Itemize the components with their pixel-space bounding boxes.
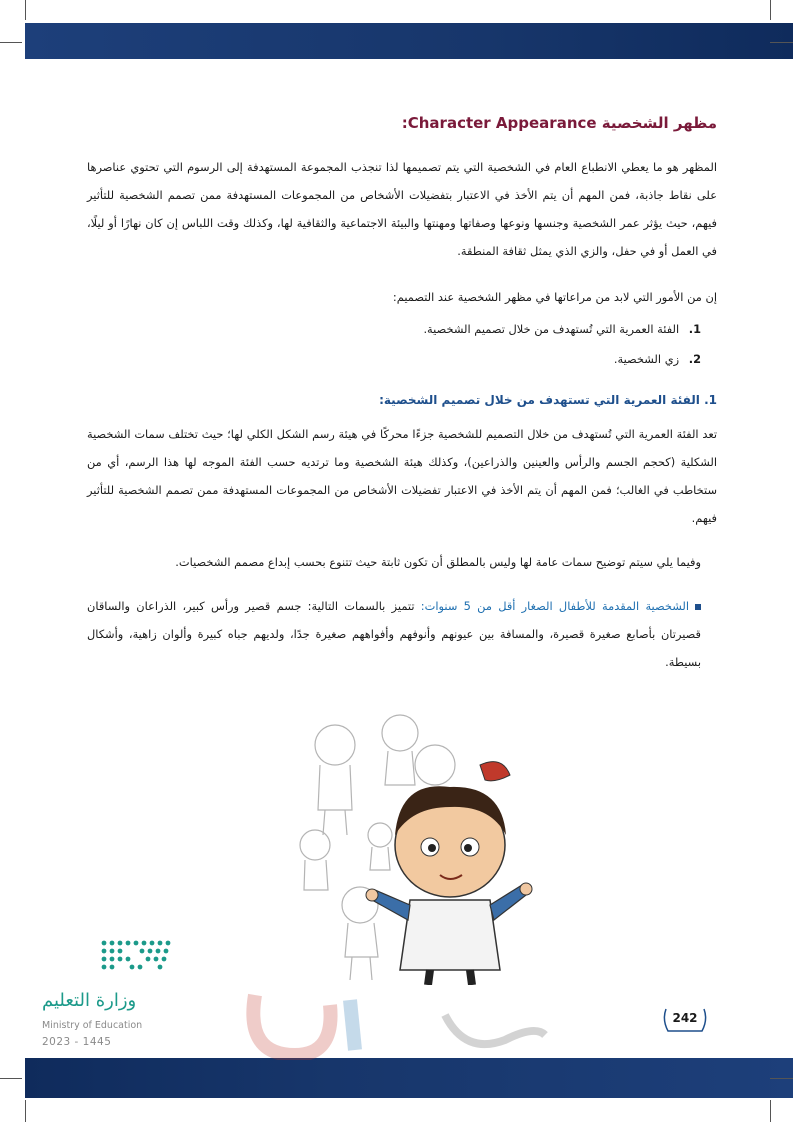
- ministry-name-english: Ministry of Education: [42, 1020, 143, 1031]
- subheading-number: 1.: [704, 393, 717, 407]
- considerations-intro: إن من الأمور التي لابد من مراعاتها في مظهر الشخصية عند التصميم:: [392, 290, 717, 304]
- crop-mark: [0, 1078, 22, 1079]
- footer-band: [25, 1058, 793, 1098]
- consideration-item: [614, 352, 701, 366]
- bullet-text: تتميز بالسمات التالية: جسم قصير ورأس كبير، الذراعان والساقان قصيرتان بأصابع صغيرة قصيرة، والمسافة بين عيونهم وأنوفهم وأفواههم صغيرة جدًا، ولديهم جباه كبيرة وألوان زاهية، وأشكال بسيطة.: [87, 599, 701, 669]
- header-band: [25, 23, 793, 59]
- age-group-subheading: [379, 393, 717, 407]
- ministry-name-arabic: وزارة التعليم: [42, 990, 137, 1011]
- intro-paragraph: المظهر هو ما يعطي الانطباع العام في الشخصية التي يتم تصميمها لذا تنجذب المجموعة المستهدفة إلى الرسوم التي تحتوي عناصرها على نقاط جاذبة، فمن المهم أن يتم الأخذ في الاعتبار بتفضيلات الأشخاص من المجموعات المستهدفة ممن تصمم الشخصية للتأثير فيهم، حيث يؤثر عمر الشخصية وجنسها ونوعها وصفاتها ومهنتها والبيئة الاجتماعية والثقافية لها، وكذلك وقت اللباس إن كان نهارًا أو ليلًا، في العمل أو في حفل، والزي الذي يمثل ثقافة المنطقة.: [87, 160, 717, 258]
- sahl-watermark: [235, 985, 595, 1060]
- heading-english: Character Appearance: [407, 114, 597, 132]
- bullet-lead: الشخصية المقدمة للأطفال الصغار أقل من 5 سنوات:: [420, 599, 690, 613]
- main-boy: [366, 762, 532, 985]
- crop-mark: [770, 42, 793, 43]
- bullet-marker: [695, 604, 701, 610]
- crop-mark: [770, 1078, 793, 1079]
- bullet-item: [87, 592, 701, 676]
- item-number: 2.: [688, 352, 701, 366]
- page-number-text: 242: [672, 1011, 698, 1025]
- page-number: [660, 1005, 710, 1035]
- crop-mark: [0, 42, 22, 43]
- crop-mark: [770, 0, 771, 20]
- consideration-item: [423, 322, 701, 336]
- cartoon-boy-sketches: [290, 695, 550, 985]
- age-paragraph: تعد الفئة العمرية التي تُستهدف من خلال التصميم للشخصية جزءًا محركًا في هيئة رسم الشكل الكلي لها؛ حيث تختلف سمات الشخصية الشكلية (كحجم الجسم والرأس والعينين والذراعين)، وكذلك هيئة الشخصية وما ترتديه حسب الفئة الموجه لها هذا الرسم، أي من ستخاطب في الغالب؛ فمن المهم أن يتم الأخذ في الاعتبار تفضيلات الأشخاص من المجموعات المستهدفة ممن تصمم الشخصية للتأثير فيهم.: [87, 427, 717, 525]
- ministry-year: 2023 - 1445: [42, 1036, 112, 1048]
- crop-mark: [25, 0, 26, 20]
- item-text: الفئة العمرية التي تُستهدف من خلال تصميم الشخصية.: [423, 322, 680, 336]
- heading-colon: :: [401, 114, 408, 132]
- crop-mark: [770, 1100, 771, 1122]
- subheading-text: الفئة العمرية التي تستهدف من خلال تصميم الشخصية:: [379, 393, 700, 407]
- general-traits-line: وفيما يلي سيتم توضيح سمات عامة لها وليس بالمطلق أن تكون ثابتة حيث تتنوع بحسب إبداع مصمم الشخصيات.: [175, 555, 701, 569]
- item-number: 1.: [688, 322, 701, 336]
- item-text: زي الشخصية.: [613, 352, 680, 366]
- section-heading: [402, 114, 717, 132]
- heading-arabic: مظهر الشخصية: [601, 114, 717, 132]
- crop-mark: [25, 1100, 26, 1122]
